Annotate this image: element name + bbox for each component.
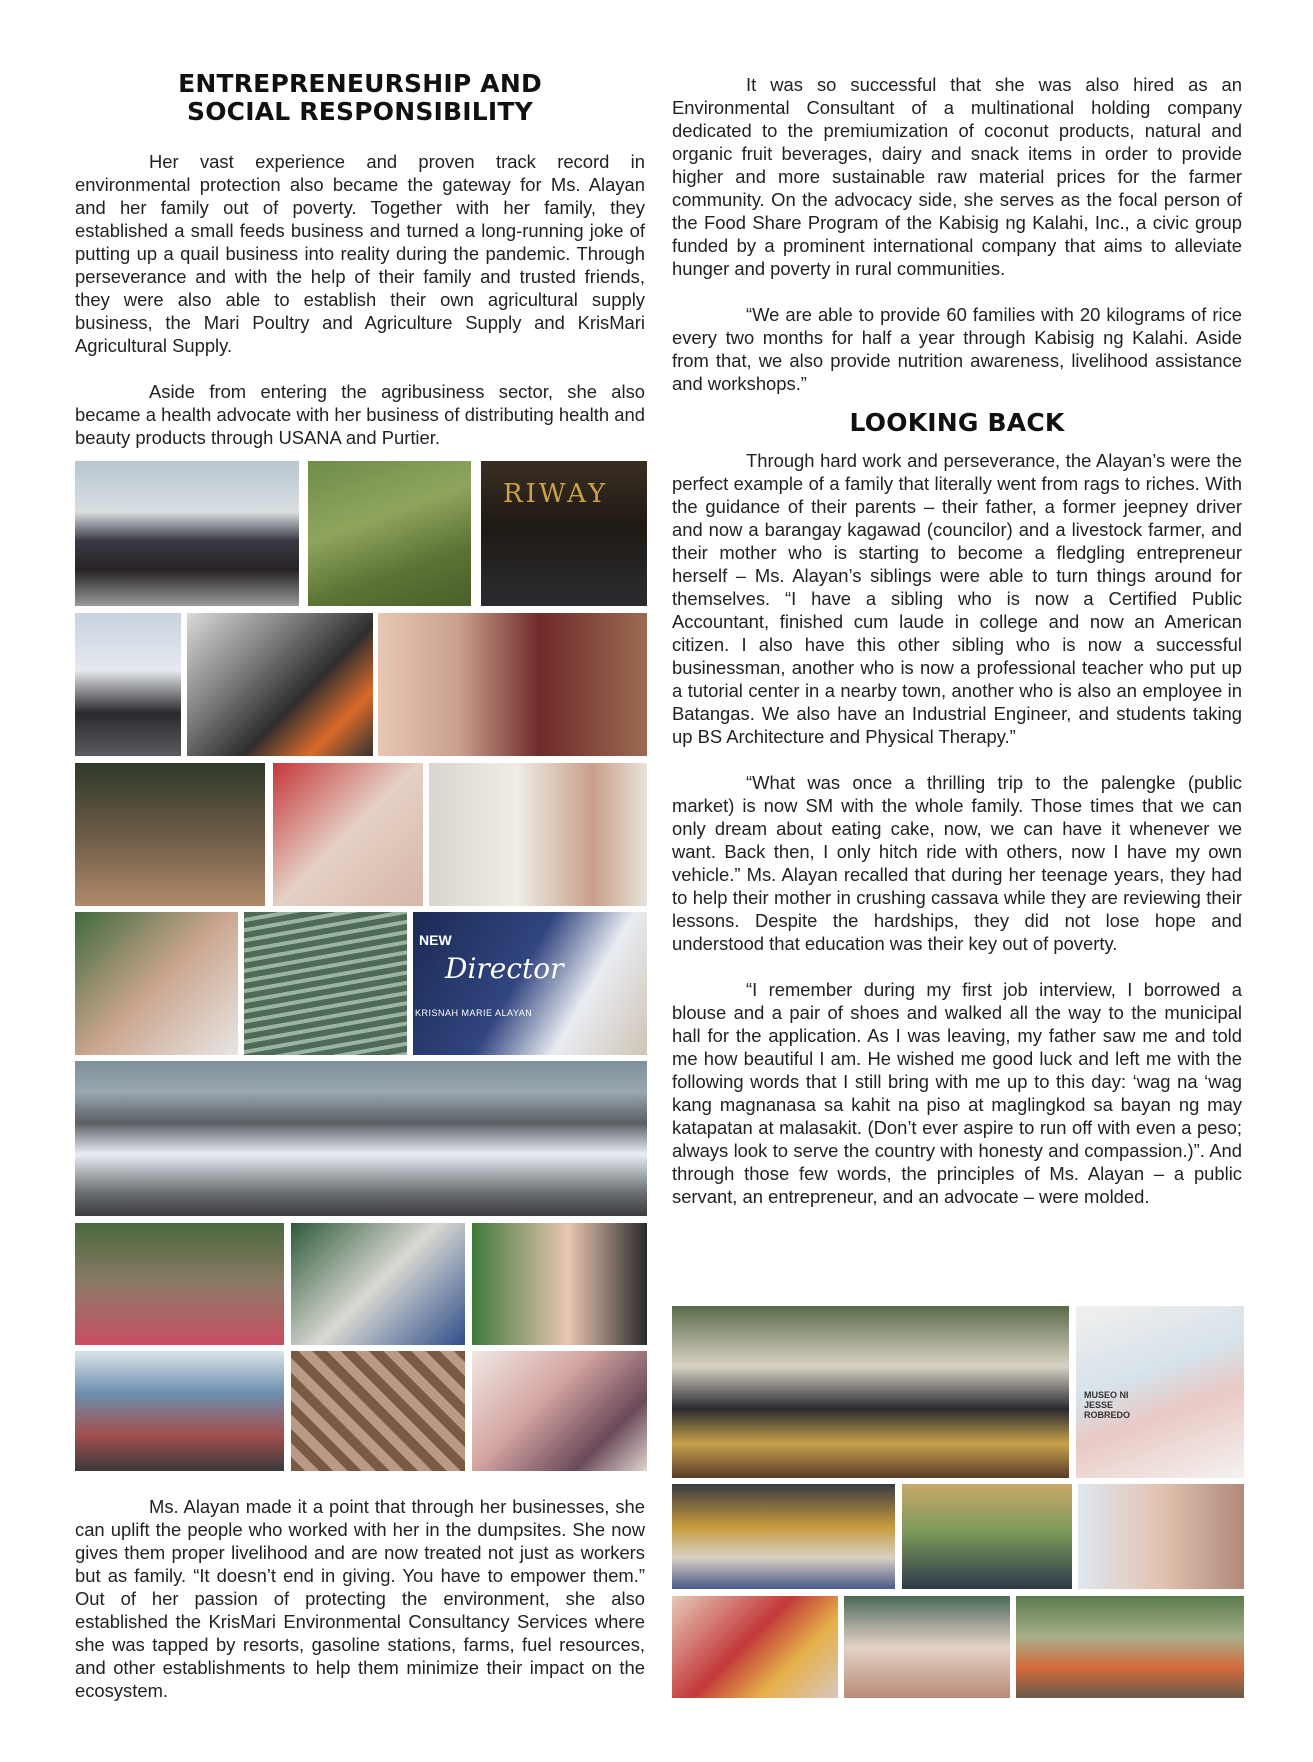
right-column (672, 73, 1242, 1208)
section-heading-entrepreneurship: ENTREPRENEURSHIP AND SOCIAL RESPONSIBILITY (178, 69, 542, 126)
photo-farm-field (308, 461, 471, 606)
photo-family-kids (844, 1596, 1010, 1698)
photo-collage-left (75, 461, 647, 1471)
article-paragraph: Her vast experience and proven track record in environmental protection also became the gateway for Ms. Alayan and her family out of poverty. Together with her family, they established a small feeds business and turned a long-running joke of putting up a quail business into reality during the pandemic. Through perseverance and with the help of their family and trusted friends, they were also able to establish their own agricultural supply business, the Mari Poultry and Agriculture Supply and KrisMari Agricultural Supply. (75, 151, 645, 356)
director-label: Director (445, 952, 564, 985)
photo-selfie-outdoor (75, 912, 238, 1055)
photo-cafe-group (672, 1484, 895, 1589)
photo-speaker-portrait (472, 1223, 647, 1345)
photo-school-event (75, 1351, 284, 1471)
museo-sign: MUSEO NI JESSE ROBREDO (1084, 1390, 1131, 1420)
section-heading-looking-back: LOOKING BACK (849, 408, 1065, 437)
photo-group-cityscape (75, 461, 299, 606)
article-paragraph: Aside from entering the agribusiness sector, she also became a health advocate with her business of distributing health and beauty products through USANA and Purtier. (75, 381, 645, 448)
photo-workshop-table (472, 1351, 647, 1471)
photo-selfie-dinner (378, 613, 647, 756)
photo-museo-mural (1076, 1306, 1244, 1478)
article-paragraph: It was so successful that she was also hired as an Environmental Consultant of a multinational holding company dedicated to the premiumization of coconut products, natural and organic fruit beverages, dairy and snack items in order to provide higher and more sustainable raw material prices for the farmer community. On the advocacy side, she serves as the focal person of the Food Share Program of the Kabisig ng Kalahi, Inc., a civic group funded by a prominent international company that aims to alleviate hunger and poverty in rural communities. (672, 74, 1242, 279)
photo-friends-selfie (672, 1596, 838, 1698)
article-paragraph: Ms. Alayan made it a point that through her businesses, she can uplift the people who worked with her in the dumpsites. She now gives them proper livelihood and are now treated not just as workers but as family. “It doesn’t end in giving. You have to empower them.” Out of her passion of protecting the environment, she also established the KrisMari Environmental Consultancy Services where she was tapped by resorts, gasoline stations, farms, fuel resources, and other establishments to help them minimize their impact on the ecosystem. (75, 1496, 645, 1701)
photo-riway-office (481, 461, 647, 606)
riway-sign: RIWAY (503, 479, 609, 509)
photo-laptop-car (187, 613, 373, 756)
photo-beach-cleanup-group (75, 1061, 647, 1216)
photo-friends-group (429, 763, 647, 906)
photo-crates-selfie (273, 763, 423, 906)
new-label: NEW (419, 932, 452, 948)
photo-palm-group (902, 1484, 1072, 1589)
left-column (75, 70, 645, 449)
photo-woven-wall (291, 1351, 465, 1471)
article-paragraph: Through hard work and perseverance, the Alayan’s were the perfect example of a family that literally went from rags to riches. With the guidance of their parents – their father, a former jeepney driver and now a barangay kagawad (councilor) and a livestock farmer, and their mother who is starting to become a fledgling entrepreneur herself – Ms. Alayan’s siblings were able to turn things around for themselves. “I have a sibling who is now a Certified Public Accountant, finished cum laude in college and now an American citizen. I also have this other sibling who is now a successful businessman, another who is now a professional teacher who put up a tutorial center in a nearby town, another who is also an employee in Batangas. We also have an Industrial Engineer, and students taking up BS Architecture and Physical Therapy.” (672, 450, 1242, 747)
article-paragraph: “We are able to provide 60 families with 20 kilograms of rice every two months for half a year through Kabisig ng Kalahi. Aside from that, we also provide nutrition awareness, livelihood assistance and workshops.” (672, 304, 1242, 394)
photo-restaurant-group (75, 763, 265, 906)
photo-beach-outing (1016, 1596, 1244, 1698)
photo-community-gathering (75, 1223, 284, 1345)
photo-quail-cages (244, 912, 407, 1055)
photo-couple-selfie (1078, 1484, 1244, 1589)
photo-relief-distribution (291, 1223, 465, 1345)
photo-new-director-card (413, 912, 647, 1055)
article-paragraph: “I remember during my first job interview, I borrowed a blouse and a pair of shoes and walked all the way to the municipal hall for the application. As I was leaving, my father saw me and told me how beautiful I am. He wished me good luck and left me with the following words that I still bring with me up to this day: ‘wag na ‘wag kang magnanasa sa kahit na piso at maglingkod sa bayan ng may katapatan at malasakit. (Don’t ever aspire to run off with even a peso; always look to serve the country with honesty and compassion.)”. And through those few words, the principles of Ms. Alayan – a public servant, an entrepreneur, and an advocate – were molded. (672, 979, 1242, 1207)
photo-collage-right (672, 1306, 1244, 1698)
photo-family-signing (672, 1306, 1069, 1478)
left-column-bottom (75, 1495, 645, 1702)
article-paragraph: “What was once a thrilling trip to the palengke (public market) is now SM with the whole family. Those times that we can only dream about eating cake, now, we can have it whenever we want. Back then, I only hitch ride with others, now I have my own vehicle.” Ms. Alayan recalled that during her teenage years, they had to help their mother in crushing cassava while they are reviewing their lessons. Despite the hardships, they did not lose hope and understood that education was their key out of poverty. (672, 772, 1242, 954)
photo-landmark-gate (75, 613, 181, 756)
name-banner: KRISNAH MARIE ALAYAN (415, 1008, 533, 1018)
